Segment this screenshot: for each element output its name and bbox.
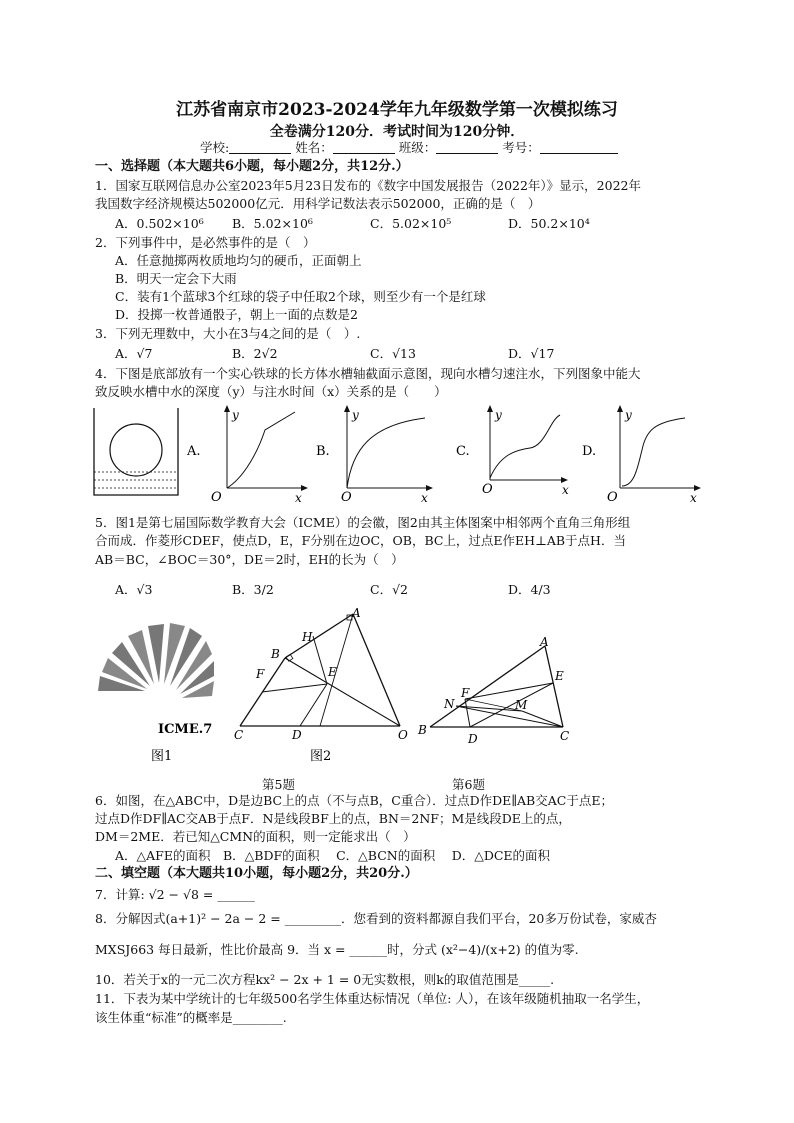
q3-option-c: C．√13 [370, 346, 416, 361]
fig2-point-o: O [398, 728, 408, 742]
fig1-label: 图1 [151, 749, 173, 764]
name-label: 姓名： [295, 140, 333, 155]
fig6-point-f: F [461, 686, 470, 700]
fig6-point-e: E [555, 669, 564, 683]
fig6-point-b: B [418, 723, 427, 737]
fig2-point-e: E [328, 665, 337, 679]
q2-stem: 2．下列事件中，是必然事件的是（ ） [95, 235, 316, 250]
school-label: 学校: [200, 140, 230, 155]
q1-option-b: B．5.02×10⁶ [232, 216, 313, 231]
graph-option-b [316, 405, 433, 505]
graph-a-x: x [295, 491, 302, 505]
q5-option-d: D．4/3 [508, 582, 551, 597]
q3-option-b: B．2√2 [232, 346, 278, 361]
icme-logo [98, 623, 214, 737]
q5-option-b: B．3/2 [232, 582, 274, 597]
graph-option-a [186, 405, 308, 505]
fig6-point-n: N [444, 697, 455, 711]
q6-line1: 6．如图，在△ABC中，D是边BC上的点（不与点B，C重合）．过点D作DE∥AB交AC于点E； [95, 793, 613, 808]
section2-heading: 二、填空题（本大题共10小题，每小题2分，共20分.） [95, 866, 418, 881]
exam-subtitle: 全卷满分120分．考试时间为120分钟． [269, 124, 525, 140]
fig2-point-f: F [256, 667, 265, 681]
q6-line2: 过点D作DF∥AC交AB于点F．N是线段BF上的点，BN＝2NF；M是线段DE上的点， [95, 811, 571, 826]
q5-line2: 合而成．作菱形CDEF，使点D，E，F分别在边OC，OB，BC上，过点E作EH⊥AB于点H．当 [95, 533, 626, 548]
water-tank-diagram [94, 408, 178, 495]
q5-line3: AB＝BC，∠BOC＝30°，DE＝2时，EH的长为（ ） [95, 552, 404, 567]
exam-no-label: 考号： [502, 140, 540, 155]
student-info-row [200, 140, 618, 156]
graph-b-x: x [421, 491, 428, 505]
q4-line1: 4．下图是底部放有一个实心铁球的长方体水槽轴截面示意图，现向水槽匀速注水，下列图象中能大 [95, 366, 641, 381]
q6-options: A．△AFE的面积 B．△BDF的面积 C．△BCN的面积 D．△DCE的面积 [115, 848, 551, 863]
q8-text: 8．分解因式(a+1)² − 2a − 2 = _________．您看到的资料都源自我们平台，20多万份试卷，家威杏 [95, 911, 657, 926]
fig6-point-a: A [540, 635, 549, 649]
q1-line2: 我国数字经济规模达502000亿元．用科学记数法表示502000，正确的是（ ） [95, 196, 541, 211]
q3-option-d: D．√17 [508, 346, 555, 361]
q9-text: MXSJ663 每日最新，性比价最高 9．当 x = ______时，分式 (x²−4)/(x+2) 的值为零. [95, 942, 579, 957]
q2-option-a: A．任意抛掷两枚质地均匀的硬币，正面朝上 [115, 253, 362, 268]
fig2-point-b: B [271, 647, 280, 661]
q11-line1: 11．下表为某中学统计的七年级500名学生体重达标情况（单位: 人），在该年级随机抽取一名学生， [95, 991, 650, 1006]
fig2-label: 图2 [310, 749, 332, 764]
graph-a-y: y [232, 408, 239, 422]
caption-q5: 第5题 [262, 777, 295, 792]
q5-q6-figures [90, 606, 600, 778]
school-blank[interactable] [229, 141, 291, 154]
q6-line3: DM＝2ME．若已知△CMN的面积，则一定能求出（ ） [95, 829, 416, 844]
caption-q6: 第6题 [452, 777, 485, 792]
icme-label: ICME.7 [158, 722, 213, 737]
graph-b-label: B. [316, 444, 330, 459]
graph-d-x: x [690, 491, 697, 505]
fig6-point-c: C [560, 729, 570, 743]
q2-option-c: C．装有1个蓝球3个红球的袋子中任取2个球，则至少有一个是红球 [115, 289, 486, 304]
q3-stem: 3．下列无理数中，大小在3与4之间的是（ ）. [95, 326, 361, 341]
graph-c-origin: O [482, 482, 493, 497]
fig2-diagram [234, 606, 408, 742]
graph-c-x: x [562, 483, 569, 497]
q1-line1: 1．国家互联网信息办公室2023年5月23日发布的《数字中国发展报告（2022年）》显示，2022年 [95, 178, 641, 193]
q4-line2: 致反映水槽中水的深度（y）与注水时间（x）关系的是（ ） [95, 384, 447, 399]
class-label: 班级： [398, 140, 437, 155]
exam-title: 江苏省南京市2023-2024学年九年级数学第一次模拟练习 [176, 100, 618, 120]
fig2-point-h: H [302, 630, 313, 644]
q5-option-a: A．√3 [115, 582, 153, 597]
fig2-point-a: A [352, 606, 361, 620]
q10-text: 10．若关于x的一元二次方程kx² − 2x + 1 = 0无实数根，则k的取值范围是_____. [95, 972, 555, 987]
q2-option-d: D．投掷一枚普通骰子，朝上一面的点数是2 [115, 307, 358, 322]
q3-option-a: A．√7 [115, 346, 153, 361]
q2-option-b: B．明天一定会下大雨 [115, 271, 237, 286]
fig2-point-d: D [292, 728, 302, 742]
fig2-point-c: C [234, 728, 244, 742]
graph-a-origin: O [211, 490, 222, 505]
section1-heading: 一、选择题（本大题共6小题，每小题2分，共12分.） [95, 159, 409, 174]
q1-option-d: D．50.2×10⁴ [508, 216, 590, 231]
name-blank[interactable] [333, 141, 395, 154]
graph-option-c [456, 405, 569, 497]
graph-d-origin: O [607, 490, 618, 505]
q1-option-c: C．5.02×10⁵ [370, 216, 452, 231]
exam-no-blank[interactable] [540, 141, 618, 154]
q11-line2: 该生体重“标准”的概率是________. [95, 1010, 287, 1025]
q5-option-c: C．√2 [370, 582, 408, 597]
graph-d-label: D. [582, 444, 597, 459]
fig6-point-m: M [515, 698, 528, 712]
graph-option-d [582, 405, 701, 505]
class-blank[interactable] [436, 141, 498, 154]
graph-c-y: y [495, 408, 502, 422]
graph-b-y: y [352, 408, 359, 422]
q5-line1: 5．图1是第七届国际数学教育大会（ICME）的会徽，图2由其主体图案中相邻两个直角三角形组 [95, 515, 631, 530]
fig6-diagram [417, 635, 569, 746]
q4-figures [90, 400, 710, 505]
q1-option-a: A．0.502×10⁶ [115, 216, 204, 231]
graph-d-y: y [625, 408, 632, 422]
graph-b-origin: O [341, 490, 352, 505]
fig6-point-d: D [468, 732, 478, 746]
graph-a-label: A. [187, 444, 201, 459]
q7-text: 7．计算: √2 − √8 = ______ [95, 887, 255, 902]
graph-c-label: C. [456, 444, 470, 459]
